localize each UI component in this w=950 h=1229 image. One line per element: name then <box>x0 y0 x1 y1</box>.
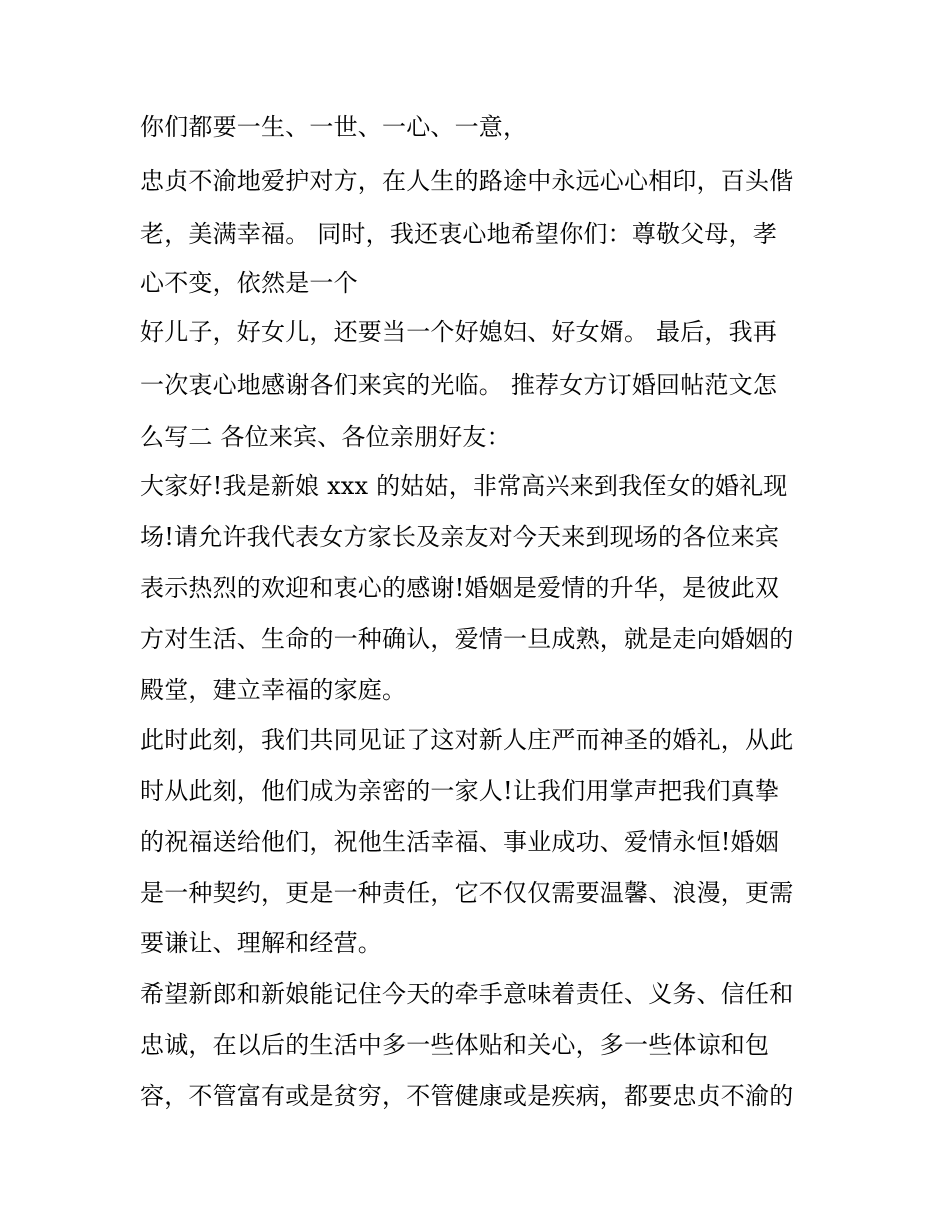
text-line: 容，不管富有或是贫穷，不管健康或是疾病，都要忠贞不渝的 <box>140 1082 794 1110</box>
text-line: 么写二 各位来宾、各位亲朋好友： <box>140 423 511 451</box>
text-line: 心不变，依然是一个 <box>140 269 358 297</box>
text-line: 殿堂，建立幸福的家庭。 <box>140 676 407 704</box>
text-line: 大家好!我是新娘 xxx 的姑姑，非常高兴来到我侄女的婚礼现 <box>140 472 788 500</box>
text-line: 方对生活、生命的一种确认，爱情一旦成熟，就是走向婚姻的 <box>140 625 794 653</box>
text-line: 要谦让、理解和经营。 <box>140 929 382 957</box>
text-line: 时从此刻，他们成为亲密的一家人!让我们用掌声把我们真挚 <box>140 777 780 805</box>
text-line: 老，美满幸福。 同时，我还衷心地希望你们：尊敬父母，孝 <box>140 220 778 248</box>
text-line: 忠贞不渝地爱护对方，在人生的路途中永远心心相印，百头偕 <box>140 167 794 195</box>
text-line: 一次衷心地感谢各们来宾的光临。 推荐女方订婚回帖范文怎 <box>140 371 778 399</box>
text-line: 的祝福送给他们，祝他生活幸福、事业成功、爱情永恒!婚姻 <box>140 828 780 856</box>
text-line: 希望新郎和新娘能记住今天的牵手意味着责任、义务、信任和 <box>140 980 794 1008</box>
text-line: 表示热烈的欢迎和衷心的感谢!婚姻是爱情的升华，是彼此双 <box>140 574 780 602</box>
text-line: 你们都要一生、一世、一心、一意， <box>140 113 528 141</box>
text-line: 是一种契约，更是一种责任，它不仅仅需要温馨、浪漫，更需 <box>140 879 794 907</box>
text-line: 好儿子，好女儿，还要当一个好媳妇、好女婿。 最后，我再 <box>140 318 778 346</box>
text-line: 场!请允许我代表女方家长及亲友对今天来到现场的各位来宾 <box>140 523 780 551</box>
text-line: 忠诚，在以后的生活中多一些体贴和关心，多一些体谅和包 <box>140 1031 770 1059</box>
text-line: 此时此刻，我们共同见证了这对新人庄严而神圣的婚礼，从此 <box>140 726 794 754</box>
